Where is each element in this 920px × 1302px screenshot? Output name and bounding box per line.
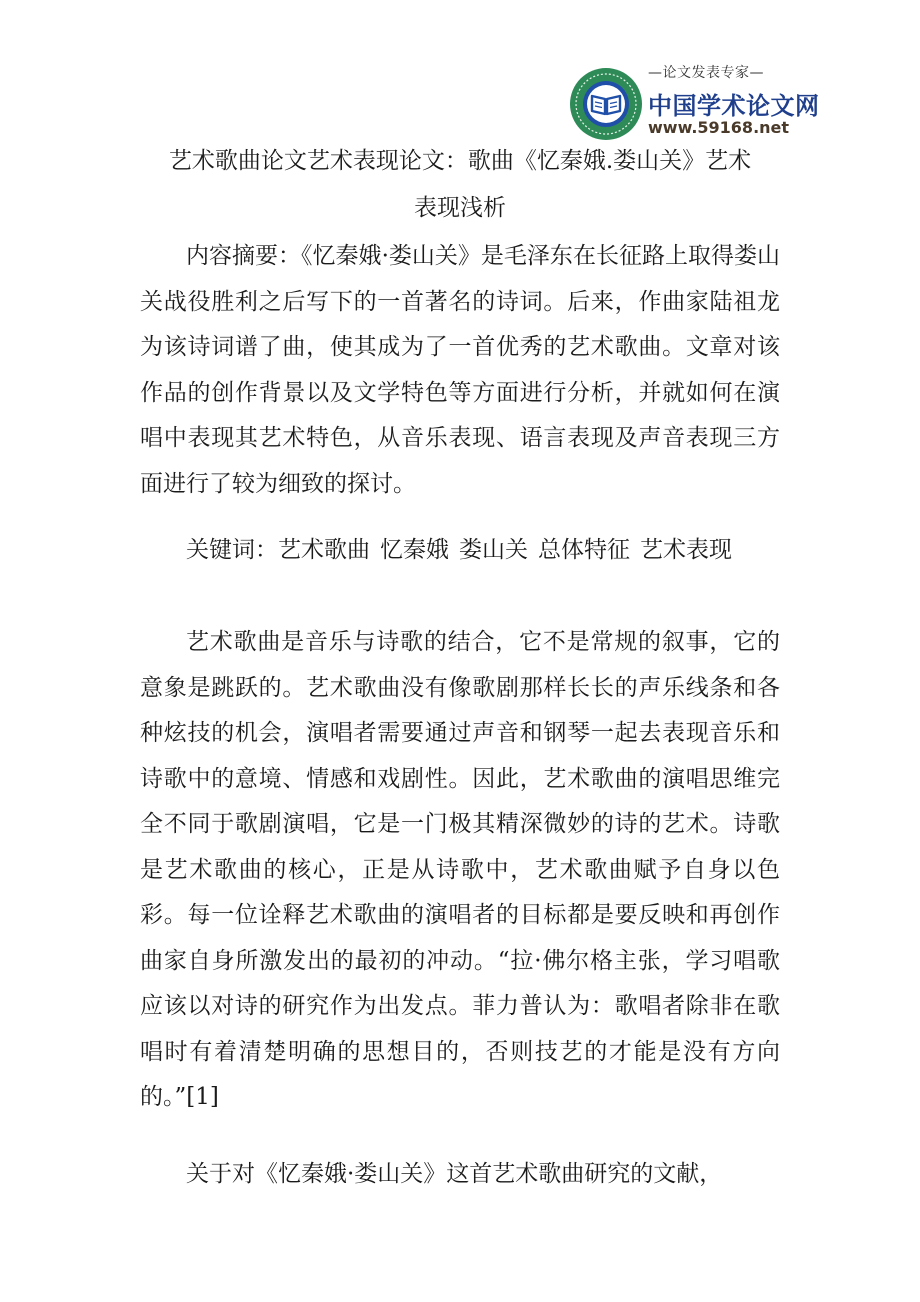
logo-name: 中国学术论文网 [648, 92, 820, 120]
logo-tagline: —论文发表专家— [648, 65, 764, 81]
keywords-label: 关键词： [186, 537, 278, 563]
body-section-2 [140, 1152, 780, 1198]
keyword-item: 忆秦娥 [380, 537, 449, 563]
keyword-item: 娄山关 [459, 537, 528, 563]
keyword-item: 总体特征 [538, 537, 630, 563]
body-paragraph: 关于对《忆秦娥·娄山关》这首艺术歌曲研究的文献， [186, 1161, 723, 1187]
keyword-item: 艺术歌曲 [278, 537, 370, 563]
logo-url: www.59168.net [648, 118, 790, 137]
document-title-line-2: 表现浅析 [414, 195, 506, 221]
abstract-section [140, 234, 780, 507]
body-paragraph: 艺术歌曲是音乐与诗歌的结合，它不是常规的叙事，它的意象是跳跃的。艺术歌曲没有像歌剧那样长长的声乐线条和各种炫技的机会，演唱者需要通过声音和钢琴一起去表现音乐和诗歌中的意境、情感和戏剧性。因此，艺术歌曲的演唱思维完全不同于歌剧演唱，它是一门极其精深微妙的诗的艺术。诗歌是艺术歌曲的核心，正是从诗歌中，艺术歌曲赋予自身以色彩。每一位诠释艺术歌曲的演唱者的目标都是要反映和再创作曲家自身所激发出的最初的冲动。“拉·佛尔格主张，学习唱歌应该以对诗的研究作为出发点。菲力普认为：歌唱者除非在歌唱时有着清楚明确的思想目的，否则技艺的才能是没有方向的。”[1] [140, 629, 780, 1110]
body-section-1 [140, 620, 780, 1121]
keywords-line [140, 528, 780, 574]
document-title-line-1: 艺术歌曲论文艺术表现论文：歌曲《忆秦娥.娄山关》艺术 [168, 148, 752, 174]
site-logo [568, 62, 820, 148]
open-book-icon [568, 66, 644, 142]
keyword-item: 艺术表现 [640, 537, 732, 563]
keywords-section [140, 528, 780, 574]
abstract-paragraph: 内容摘要：《忆秦娥·娄山关》是毛泽东在长征路上取得娄山关战役胜利之后写下的一首著名的诗词。后来，作曲家陆祖龙为该诗词谱了曲，使其成为了一首优秀的艺术歌曲。文章对该作品的创作背景以及文学特色等方面进行分析，并就如何在演唱中表现其艺术特色，从音乐表现、语言表现及声音表现三方面进行了较为细致的探讨。 [140, 243, 780, 497]
